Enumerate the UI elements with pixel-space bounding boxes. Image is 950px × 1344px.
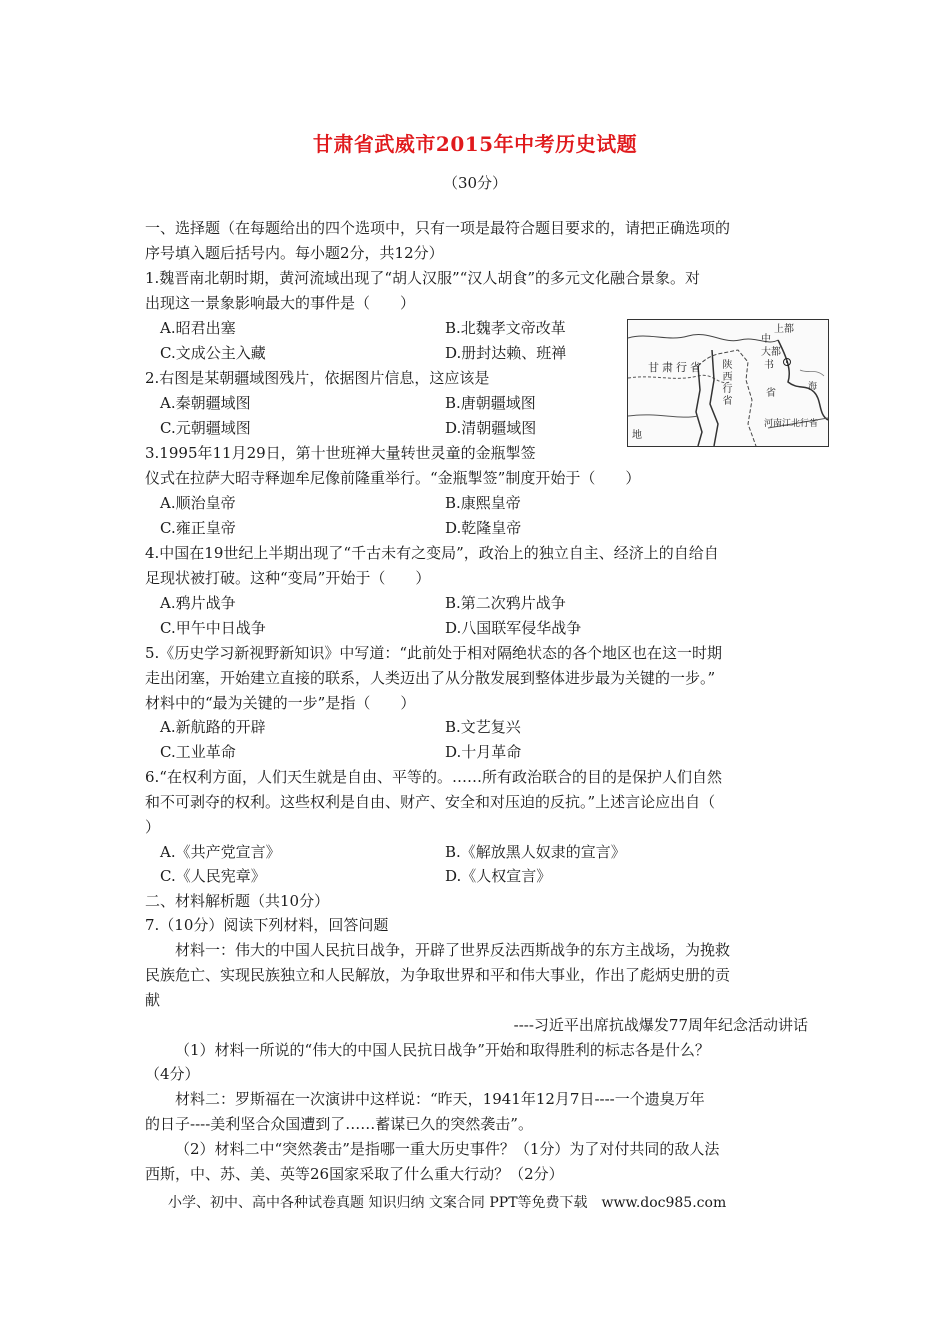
question-6-stem: 和不可剥夺的权利。这些权利是自由、财产、安全和对压迫的反抗。”上述言论应出自（ (145, 793, 716, 811)
q2-option-a: A.秦朝疆域图 (160, 394, 251, 412)
question-5-stem: 走出闭塞，开始建立直接的联系，人类迈出了从分散发展到整体进步最为关键的一步。” (145, 669, 716, 687)
question-7-intro: 7.（10分）阅读下列材料，回答问题 (145, 916, 389, 934)
map-label-shu: 书 (764, 360, 774, 371)
q1-option-d: D.册封达赖、班禅 (445, 344, 567, 362)
q6-option-c: C.《人民宪章》 (160, 867, 266, 885)
q4-option-c: C.甲午中日战争 (160, 619, 266, 637)
question-2-stem: 2.右图是某朝疆域图残片，依据图片信息，这应该是 (145, 369, 490, 387)
question-6-stem: 6.“在权利方面，人们天生就是自由、平等的。……所有政治联合的目的是保护人们自然 (145, 768, 722, 786)
question-3-stem: 3.1995年11月29日，第十世班禅大量转世灵童的金瓶掣签 (145, 444, 536, 462)
q4-option-b: B.第二次鸦片战争 (445, 594, 566, 612)
section1-header: 一、选择题（在每题给出的四个选项中，只有一项是最符合题目要求的，请把正确选项的 (145, 219, 731, 237)
q1-option-b: B.北魏孝文帝改革 (445, 319, 566, 337)
q4-option-d: D.八国联军侵华战争 (445, 619, 582, 637)
map-label-zhong: 中 (761, 334, 771, 345)
q5-option-c: C.工业革命 (160, 743, 236, 761)
territory-map-fragment (627, 319, 829, 447)
q6-option-a: A.《共产党宣言》 (160, 843, 281, 861)
material-2: 的日子----美利坚合众国遭到了……蓄谋已久的突然袭击”。 (145, 1115, 533, 1133)
material-1: 民族危亡、实现民族独立和人民解放，为争取世界和平和伟大事业，作出了彪炳史册的贡 (145, 966, 731, 984)
material-2: 材料二：罗斯福在一次演讲中这样说：“昨天，1941年12月7日----一个遗臭万年 (175, 1090, 705, 1108)
material-1: 材料一：伟大的中国人民抗日战争，开辟了世界反法西斯战争的东方主战场，为挽救 (175, 941, 731, 959)
section1-header: 序号填入题后括号内。每小题2分，共12分） (145, 244, 444, 262)
exam-title: 甘肃省武威市2015年中考历史试题 (312, 132, 638, 156)
q5-option-a: A.新航路的开辟 (160, 718, 266, 736)
total-score: （30分） (442, 174, 508, 192)
q5-option-d: D.十月革命 (445, 743, 522, 761)
map-label-di: 地 (632, 430, 642, 441)
q6-option-b: B.《解放黑人奴隶的宣言》 (445, 843, 626, 861)
question-5-stem: 材料中的“最为关键的一步”是指（ ） (145, 694, 416, 712)
question-1-stem: 1.魏晋南北朝时期，黄河流域出现了“胡人汉服”“汉人胡食”的多元文化融合景象。对 (145, 269, 700, 287)
q3-option-a: A.顺治皇帝 (160, 494, 236, 512)
question-1-stem: 出现这一景象影响最大的事件是（ ） (145, 294, 416, 312)
question-5-stem: 5.《历史学习新视野新知识》中写道：“此前处于相对隔绝状态的各个地区也在这一时期 (145, 644, 722, 662)
question-4-stem: 足现状被打破。这种“变局”开始于（ ） (145, 569, 431, 587)
sub-question-1: （4分） (145, 1065, 200, 1083)
question-3-stem: 仪式在拉萨大昭寺释迦牟尼像前隆重举行。“金瓶掣签”制度开始于（ ） (145, 469, 641, 487)
map-label-henan: 河南江北行省 (764, 419, 819, 429)
q3-option-d: D.乾隆皇帝 (445, 519, 522, 537)
sub-question-1: （1）材料一所说的“伟大的中国人民抗日战争”开始和取得胜利的标志各是什么？ (175, 1041, 710, 1059)
map-label-sheng: 省 (766, 388, 776, 399)
q5-option-b: B.文艺复兴 (445, 718, 521, 736)
material-1: 献 (145, 991, 161, 1009)
map-label-gansu: 甘肃行省 (648, 361, 704, 374)
material-1-source: ----习近平出席抗战爆发77周年纪念活动讲话 (513, 1016, 808, 1034)
question-6-stem: ） (145, 818, 161, 836)
q1-option-a: A.昭君出塞 (160, 319, 236, 337)
question-4-stem: 4.中国在19世纪上半期出现了“千古未有之变局”，政治上的独立自主、经济上的自给自 (145, 544, 719, 562)
sub-question-2: 西斯，中、苏、美、英等26国家采取了什么重大行动？（2分） (145, 1165, 564, 1183)
map-label-sea: 海 (808, 382, 818, 392)
q2-option-d: D.清朝疆域图 (445, 419, 537, 437)
q2-option-c: C.元朝疆域图 (160, 419, 251, 437)
q4-option-a: A.鸦片战争 (160, 594, 236, 612)
q1-option-c: C.文成公主入藏 (160, 344, 266, 362)
map-label-shangdu: 上都 (774, 324, 794, 335)
q6-option-d: D.《人权宣言》 (445, 867, 552, 885)
q3-option-c: C.雍正皇帝 (160, 519, 236, 537)
q2-option-b: B.唐朝疆域图 (445, 394, 536, 412)
map-label-dadu: 大都 (761, 347, 781, 358)
map-label-shaanxi: 陕西行省 (722, 360, 733, 407)
q3-option-b: B.康熙皇帝 (445, 494, 521, 512)
footer-text: 小学、初中、高中各种试卷真题 知识归纳 文案合同 PPT等免费下载 www.doc985.com (168, 1195, 727, 1211)
section2-header: 二、材料解析题（共10分） (145, 892, 330, 910)
sub-question-2: （2）材料二中“突然袭击”是指哪一重大历史事件？（1分）为了对付共同的敌人法 (175, 1140, 720, 1158)
